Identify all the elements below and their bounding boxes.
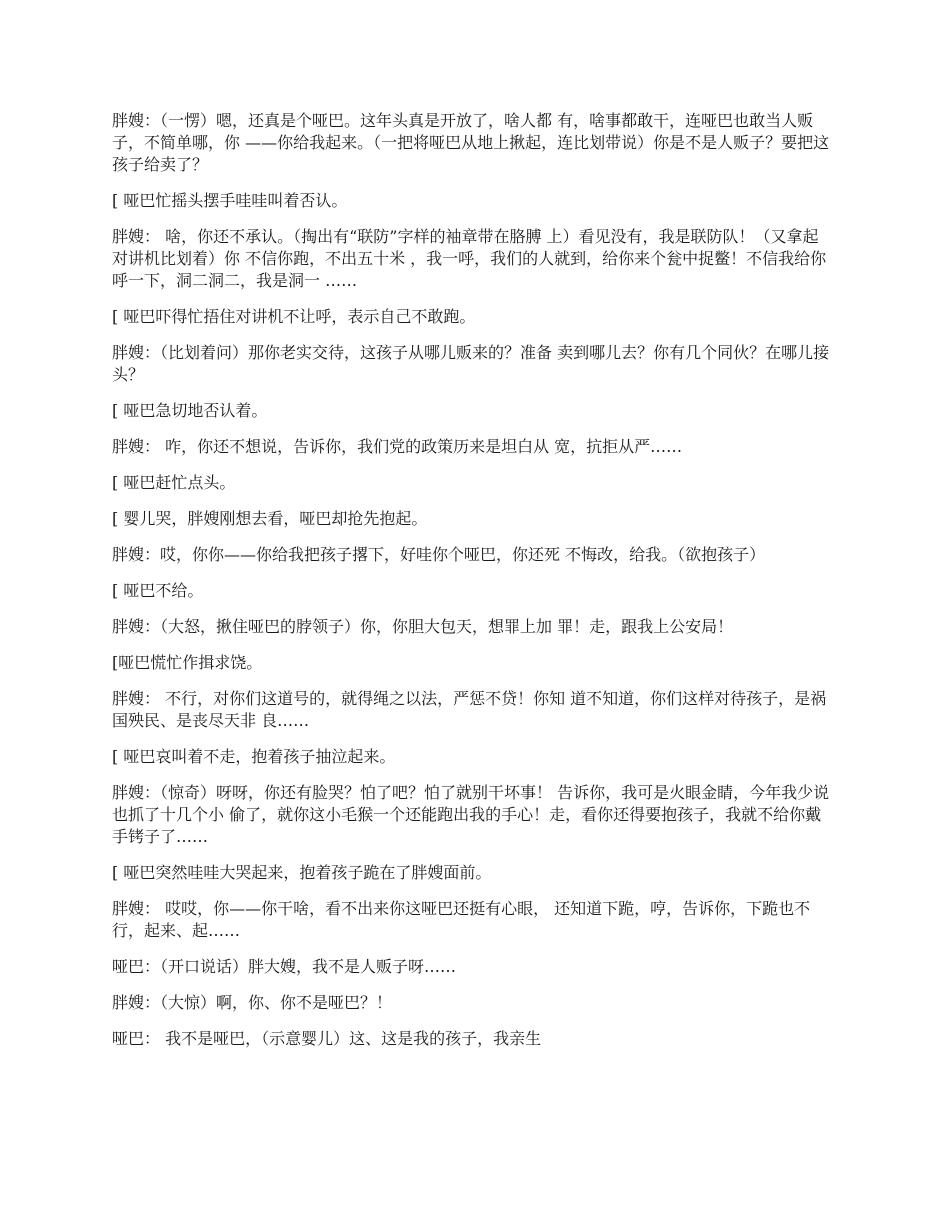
script-paragraph: 胖嫂： 啥，你还不承认。（掏出有“联防”字样的袖章带在胳膊 上）看见没有，我是联防队！（又拿起对讲机比划着）你 不信你跑，不出五十米 ，我一呼，我们的人就到，给你来个瓮中捉鳖！不信我给你呼一下，洞二洞二，我是洞一 ……: [112, 227, 827, 290]
stage-direction: [ 哑巴吓得忙捂住对讲机不让呼，表示自己不敢跑。: [112, 307, 476, 326]
stage-direction: [ 婴儿哭，胖嫂刚想去看，哑巴却抢先抱起。: [112, 509, 428, 528]
stage-direction: [ 哑巴忙摇头摆手哇哇叫着否认。: [112, 191, 348, 210]
script-paragraph: 胖嫂：（惊奇）呀呀，你还有脸哭？怕了吧？怕了就别干坏事！ 告诉你，我可是火眼金睛，今年我少说也抓了十几个小 偷了，就你这小毛猴一个还能跑出我的手心！走，看你还得要抱孩子，我就不给你戴手铐子了……: [112, 783, 830, 846]
script-paragraph: 胖嫂：（一愣）嗯，还真是个哑巴。这年头真是开放了，啥人都 有，啥事都敢干，连哑巴也敢当人贩子，不简单哪，你 ——你给我起来。（一把将哑巴从地上揪起，连比划带说）你是不是人贩子？要把这孩子给卖了？: [112, 111, 830, 174]
script-paragraph: 胖嫂：（大怒，揪住哑巴的脖领子）你，你胆大包天，想罪上加 罪！走，跟我上公安局！: [112, 617, 734, 636]
script-paragraph: 胖嫂： 哎哎，你——你干啥，看不出来你这哑巴还挺有心眼， 还知道下跪，哼，告诉你，下跪也不行，起来、起……: [112, 899, 811, 940]
script-paragraph: 哑巴： 我不是哑巴，（示意婴儿）这、这是我的孩子，我亲生: [112, 1029, 542, 1048]
stage-direction: [ 哑巴哀叫着不走，抱着孩子抽泣起来。: [112, 747, 396, 766]
script-paragraph: 胖嫂：（比划着问）那你老实交待，这孩子从哪儿贩来的？准备 卖到哪儿去？你有几个同伙？在哪儿接头？: [112, 343, 830, 384]
stage-direction: [哑巴慌忙作揖求饶。: [112, 653, 263, 672]
script-paragraph: 胖嫂：哎，你你——你给我把孩子撂下，好哇你个哑巴，你还死 不悔改，给我。（欲抱孩子）: [112, 545, 766, 564]
script-paragraph: 哑巴：（开口说话）胖大嫂，我不是人贩子呀……: [112, 957, 457, 976]
document-page: [112, 110, 832, 1064]
stage-direction: [ 哑巴赶忙点头。: [112, 473, 236, 492]
stage-direction: [ 哑巴突然哇哇大哭起来，抱着孩子跪在了胖嫂面前。: [112, 863, 492, 882]
script-paragraph: 胖嫂：（大惊）啊，你、你不是哑巴？！: [112, 993, 393, 1012]
stage-direction: [ 哑巴急切地否认着。: [112, 401, 268, 420]
script-paragraph: 胖嫂： 咋，你还不想说，告诉你，我们党的政策历来是坦白从 宽，抗拒从严……: [112, 437, 683, 456]
script-paragraph: 胖嫂： 不行，对你们这道号的，就得绳之以法，严惩不贷！你知 道不知道，你们这样对待孩子，是祸国殃民、是丧尽天非 良……: [112, 689, 827, 730]
stage-direction: [ 哑巴不给。: [112, 581, 204, 600]
